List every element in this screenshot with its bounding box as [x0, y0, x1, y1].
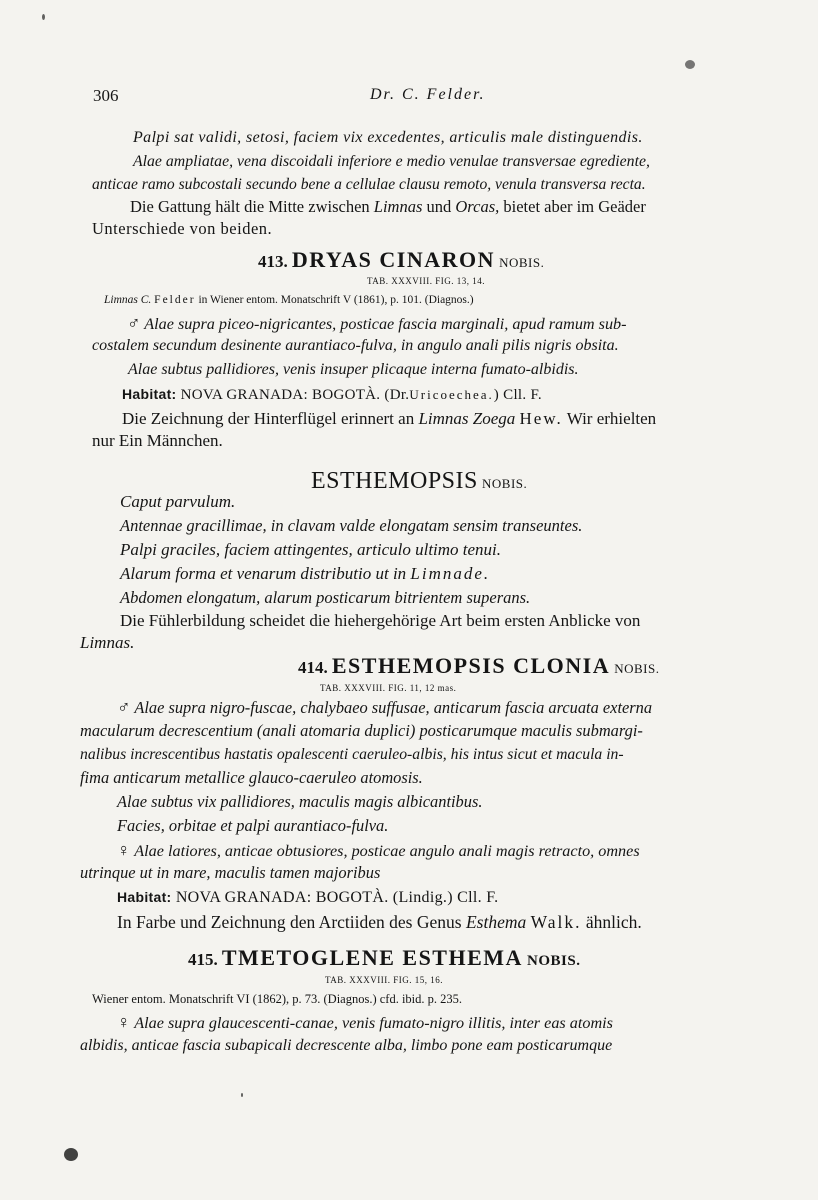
nobis-mark: NOBIS. [527, 953, 581, 969]
running-title: Dr. C. Felder. [370, 86, 486, 103]
intro-line-3: anticae ramo subcostali secundo bene a cellulae clausu remoto, venula transversa recta. [92, 176, 646, 193]
collector-name: Uricoechea. [409, 387, 494, 402]
plate-ref: TAB. XXXVIII. FIG. 13, 14. [367, 276, 486, 286]
literature-ref [104, 290, 474, 310]
genus-ref: Limnas [373, 197, 423, 216]
scan-speck [64, 1148, 78, 1161]
species-name: DRYAS CINARON [291, 247, 495, 272]
genus-note-line-1: Die Fühlerbildung scheidet die hiehergehörige Art beim ersten Anblicke von [120, 611, 641, 630]
description-text: Alae supra glaucescenti-canae, venis fumato-nigro illitis, inter eas atomis [134, 1014, 613, 1032]
species-number: 414. [298, 658, 328, 677]
intro-line-1: Palpi sat validi, setosi, faciem vix excedentes, articulis male distinguendis. [133, 129, 643, 146]
description-text: Alae latiores, anticae obtusiores, posticae angulo anali magis retracto, omnes [134, 842, 640, 860]
genus-ref: Orcas, [455, 197, 500, 216]
description-line-2: costalem secundum desinente aurantiaco-fulva, in angulo anali pilis nigris obsita. [92, 337, 619, 354]
habitat-label: Habitat: [117, 889, 172, 905]
species-number: 415. [188, 950, 218, 969]
species-name: TMETOGLENE ESTHEMA [221, 945, 523, 970]
genus-ref: Limnade. [410, 564, 491, 583]
genus-ref: Esthema [465, 912, 527, 932]
character-text: Alarum forma et venarum distributio ut in [120, 564, 407, 583]
habitat-text: NOVA GRANADA: BOGOTÀ. (Dr. [180, 387, 410, 403]
intro-line-4 [130, 197, 646, 217]
scan-speck [42, 14, 45, 20]
character-abdomen: Abdomen elongatum, alarum posticarum bitrientem superans. [120, 588, 531, 607]
note-text: Die Zeichnung der Hinterflügel erinnert an [122, 409, 415, 428]
description-line-3: nalibus increscentibus hastatis opalescenti caeruleo-albis, his intus sicut et macula in- [80, 746, 624, 763]
character-alarum [120, 564, 490, 584]
literature-ref: Wiener entom. Monatschrift VI (1862), p. 73. (Diagnos.) cfd. ibid. p. 235. [92, 992, 463, 1006]
description-text: Alae supra piceo-nigricantes, posticae fascia marginali, apud ramum sub- [144, 315, 627, 333]
ref-author: Felder [154, 294, 196, 306]
species-name: ESTHEMOPSIS CLONIA [331, 653, 611, 678]
note-line [117, 912, 642, 932]
description-line-3: Alae subtus pallidiores, venis insuper plicaque interna fumato-albidis. [128, 361, 579, 378]
intro-text: und [426, 197, 452, 216]
page-number: 306 [93, 86, 119, 105]
intro-line-5: Unterschiede von beiden. [92, 219, 273, 238]
plate-ref: TAB. XXXVIII. FIG. 11, 12 mas. [320, 683, 457, 693]
note-text: Wir erhielten [566, 409, 657, 428]
description-line-2: macularum decrescentium (anali atomaria duplici) posticarumque maculis submargi- [80, 721, 643, 740]
description-line-1 [117, 697, 652, 718]
description-line-4: fima anticarum metallice glauco-caeruleo atomosis. [80, 768, 423, 787]
description-text: Alae supra nigro-fuscae, chalybaeo suffusae, anticarum fascia arcuata externa [134, 698, 653, 717]
description-line-1 [117, 1012, 613, 1033]
note-text: ähnlich. [585, 912, 642, 932]
description-line-5: Alae subtus vix pallidiores, maculis magis albicantibus. [117, 792, 483, 811]
description-line-1 [127, 313, 627, 334]
species-ref: Limnas Zoega [418, 409, 516, 428]
female-line-2: utrinque ut in mare, maculis tamen majoribus [80, 863, 381, 882]
habitat-label: Habitat: [122, 386, 177, 402]
female-line-1 [117, 840, 640, 861]
habitat-text: NOVA GRANADA: BOGOTÀ. (Lindig.) Cll. F. [175, 889, 499, 906]
note-line-1 [122, 409, 656, 429]
author-ref: Walk. [530, 912, 582, 932]
note-line-2: nur Ein Männchen. [92, 431, 223, 450]
habitat-line [122, 384, 542, 405]
nobis-mark: NOBIS. [482, 476, 528, 491]
habitat-line [117, 887, 498, 908]
intro-text: bietet aber im Geäder [503, 197, 646, 216]
intro-text: Die Gattung hält die Mitte zwischen [130, 197, 370, 216]
male-symbol-icon: ♂ [127, 313, 141, 333]
species-number: 413. [258, 252, 288, 271]
character-antennae: Antennae gracillimae, in clavam valde elongatam sensim transeuntes. [120, 516, 583, 535]
nobis-mark: NOBIS. [614, 661, 660, 676]
scan-speck [241, 1093, 243, 1097]
female-symbol-icon: ♀ [117, 1012, 131, 1032]
character-palpi: Palpi graciles, faciem attingentes, articulo ultimo tenui. [120, 540, 502, 559]
ref-genus: Limnas C. [104, 294, 152, 306]
note-text: In Farbe und Zeichnung den Arctiiden des Genus [117, 912, 462, 932]
description-line-6: Facies, orbitae et palpi aurantiaco-fulva. [117, 816, 389, 835]
plate-ref: TAB. XXXVIII. FIG. 15, 16. [325, 975, 444, 985]
genus-heading [311, 466, 527, 499]
nobis-mark: NOBIS. [499, 255, 545, 270]
scan-speck [685, 60, 695, 69]
habitat-text: ) Cll. F. [493, 387, 542, 403]
intro-line-2: Alae ampliatae, vena discoidali inferiore e medio venulae transversae egrediente, [133, 153, 650, 170]
female-symbol-icon: ♀ [117, 840, 131, 860]
ref-text: in Wiener entom. Monatschrift V (1861), p. 101. (Diagnos.) [198, 294, 474, 306]
male-symbol-icon: ♂ [117, 697, 131, 717]
author-ref: Hew. [519, 409, 563, 428]
character-caput: Caput parvulum. [120, 492, 236, 511]
genus-note-line-2: Limnas. [80, 633, 135, 652]
genus-name: ESTHEMOPSIS [311, 468, 478, 494]
description-line-2: albidis, anticae fascia subapicali decrescente alba, limbo pone eam posticarumque [80, 1037, 613, 1054]
